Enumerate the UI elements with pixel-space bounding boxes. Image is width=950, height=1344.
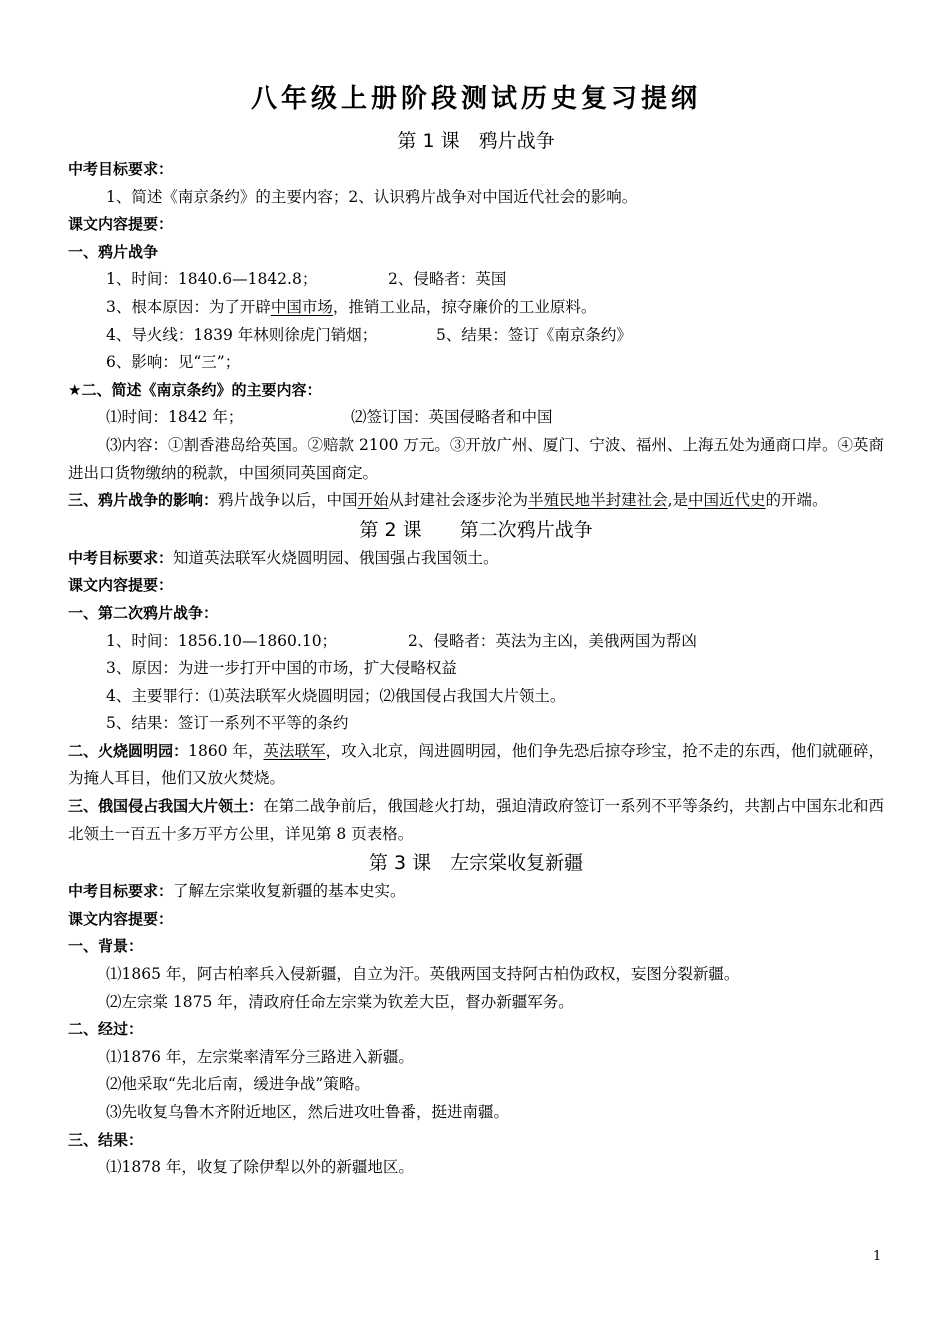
list-item: ⑴1878 年，收复了除伊犁以外的新疆地区。 [106, 1158, 414, 1177]
lesson-3-heading: 第 3 课 左宗棠收复新疆 [368, 852, 584, 875]
goal-text: 知道英法联军火烧圆明园、俄国强占我国领土。 [173, 548, 499, 567]
section-title: 三、俄国侵占我国大片领土： [68, 797, 264, 816]
goal-label: 中考目标要求： [68, 882, 174, 901]
list-item [68, 404, 884, 432]
goal-text: 了解左宗棠收复新疆的基本史实。 [173, 882, 406, 901]
list-item: ⑵他采取“先北后南，缓进争战”策略。 [106, 1075, 370, 1094]
section-title: 二、火烧圆明园： [68, 741, 189, 760]
content-label: 课文内容提要： [68, 576, 174, 595]
paragraph [68, 793, 884, 848]
list-item-text: ⑵签订国：英国侵略者和中国 [351, 408, 553, 427]
list-item-text: 1、时间：1856.10—1860.10； [106, 631, 338, 650]
paragraph: ⑶内容：①割香港岛给英国。②赔款 2100 万元。③开放广州、厦门、宁波、福州、上海五处为通商口岸。④英商进出口货物缴纳的税款，中国须同英国商定。 [68, 435, 884, 482]
paragraph-text: 的开端。 [765, 491, 828, 510]
goal-label: 中考目标要求： [68, 548, 174, 567]
underlined-term: 中国近代史 [688, 491, 766, 510]
document-title: 八年级上册阶段测试历史复习提纲 [250, 84, 701, 114]
paragraph [68, 738, 884, 793]
list-item-text: 2、侵略者：英国 [388, 270, 507, 289]
list-item: ⑵左宗棠 1875 年，清政府任命左宗棠为钦差大臣，督办新疆军务。 [106, 992, 574, 1011]
list-item: 6、影响：见“三”； [106, 353, 241, 372]
list-item: ⑴1876 年，左宗棠率清军分三路进入新疆。 [106, 1047, 414, 1066]
list-item [68, 266, 884, 294]
section-title: 三、鸦片战争的影响： [68, 491, 219, 510]
lesson-1-heading: 第 1 课 鸦片战争 [397, 130, 555, 152]
list-item-text: 4、导火线：1839 年林则徐虎门销烟； [106, 325, 378, 344]
content-label: 课文内容提要： [68, 215, 174, 234]
underlined-term: 英法联军 [263, 741, 326, 760]
list-item: 3、原因：为进一步打开中国的市场，扩大侵略权益 [106, 659, 457, 678]
list-item: 4、主要罪行：⑴英法联军火烧圆明园；⑵俄国侵占我国大片领土。 [106, 686, 566, 705]
section-title: 一、鸦片战争 [68, 242, 159, 261]
page-number: 1 [873, 1249, 882, 1264]
underlined-term: 中国市场 [270, 297, 333, 316]
paragraph-text: 在第二战争前后，俄国趁火打劫，强迫清政府签订一系列不平等条约，共割占中国东北和西北领土一百五十多万平方公里，详见第 8 页表格。 [68, 797, 884, 843]
list-item-text: ⑴时间：1842 年； [106, 408, 244, 427]
section-title: ★二、简述《南京条约》的主要内容： [68, 380, 322, 399]
paragraph-text: ，攻入北京，闯进圆明园，他们争先恐后掠夺珍宝，抢不走的东西，他们就砸碎，为掩人耳目，他们又放火焚烧。 [68, 741, 884, 788]
list-item: 5、结果：签订一系列不平等的条约 [106, 714, 349, 733]
paragraph-text: ,是 [667, 491, 689, 510]
document-page [68, 80, 884, 1182]
paragraph-text: 1860 年， [188, 741, 264, 760]
list-item-text: 3、根本原因：为了开辟 [106, 297, 271, 316]
list-item-text: 1、时间：1840.6—1842.8； [106, 270, 318, 289]
section-title: 一、背景： [68, 937, 144, 956]
list-item: ⑴1865 年，阿古柏率兵入侵新疆，自立为汗。英俄两国支持阿古柏伪政权，妄图分裂新疆。 [106, 965, 740, 984]
section-title: 二、经过： [68, 1020, 144, 1039]
paragraph-text: 从封建社会逐步沦为 [388, 491, 529, 510]
list-item-text: 2、侵略者：英法为主凶，美俄两国为帮凶 [408, 631, 697, 650]
paragraph-text: 鸦片战争以后，中国 [218, 491, 358, 510]
section-title: 三、结果： [68, 1130, 144, 1149]
content-label: 课文内容提要： [68, 909, 174, 928]
list-item [68, 294, 884, 322]
goal-text: 1、简述《南京条约》的主要内容；2、认识鸦片战争对中国近代社会的影响。 [106, 187, 638, 206]
list-item [68, 628, 884, 656]
underlined-term: 开始 [357, 491, 389, 510]
section-title: 一、第二次鸦片战争： [68, 603, 219, 622]
paragraph [68, 487, 884, 515]
lesson-2-heading: 第 2 课 第二次鸦片战争 [359, 518, 593, 541]
list-item-text: ，推销工业品，掠夺廉价的工业原料。 [332, 297, 597, 316]
goal-label: 中考目标要求： [68, 160, 174, 178]
list-item [68, 322, 884, 350]
list-item-text: 5、结果：签订《南京条约》 [436, 325, 632, 344]
underlined-term: 半殖民地半封建社会 [528, 491, 668, 510]
list-item: ⑶先收复乌鲁木齐附近地区，然后进攻吐鲁番，挺进南疆。 [106, 1103, 510, 1121]
